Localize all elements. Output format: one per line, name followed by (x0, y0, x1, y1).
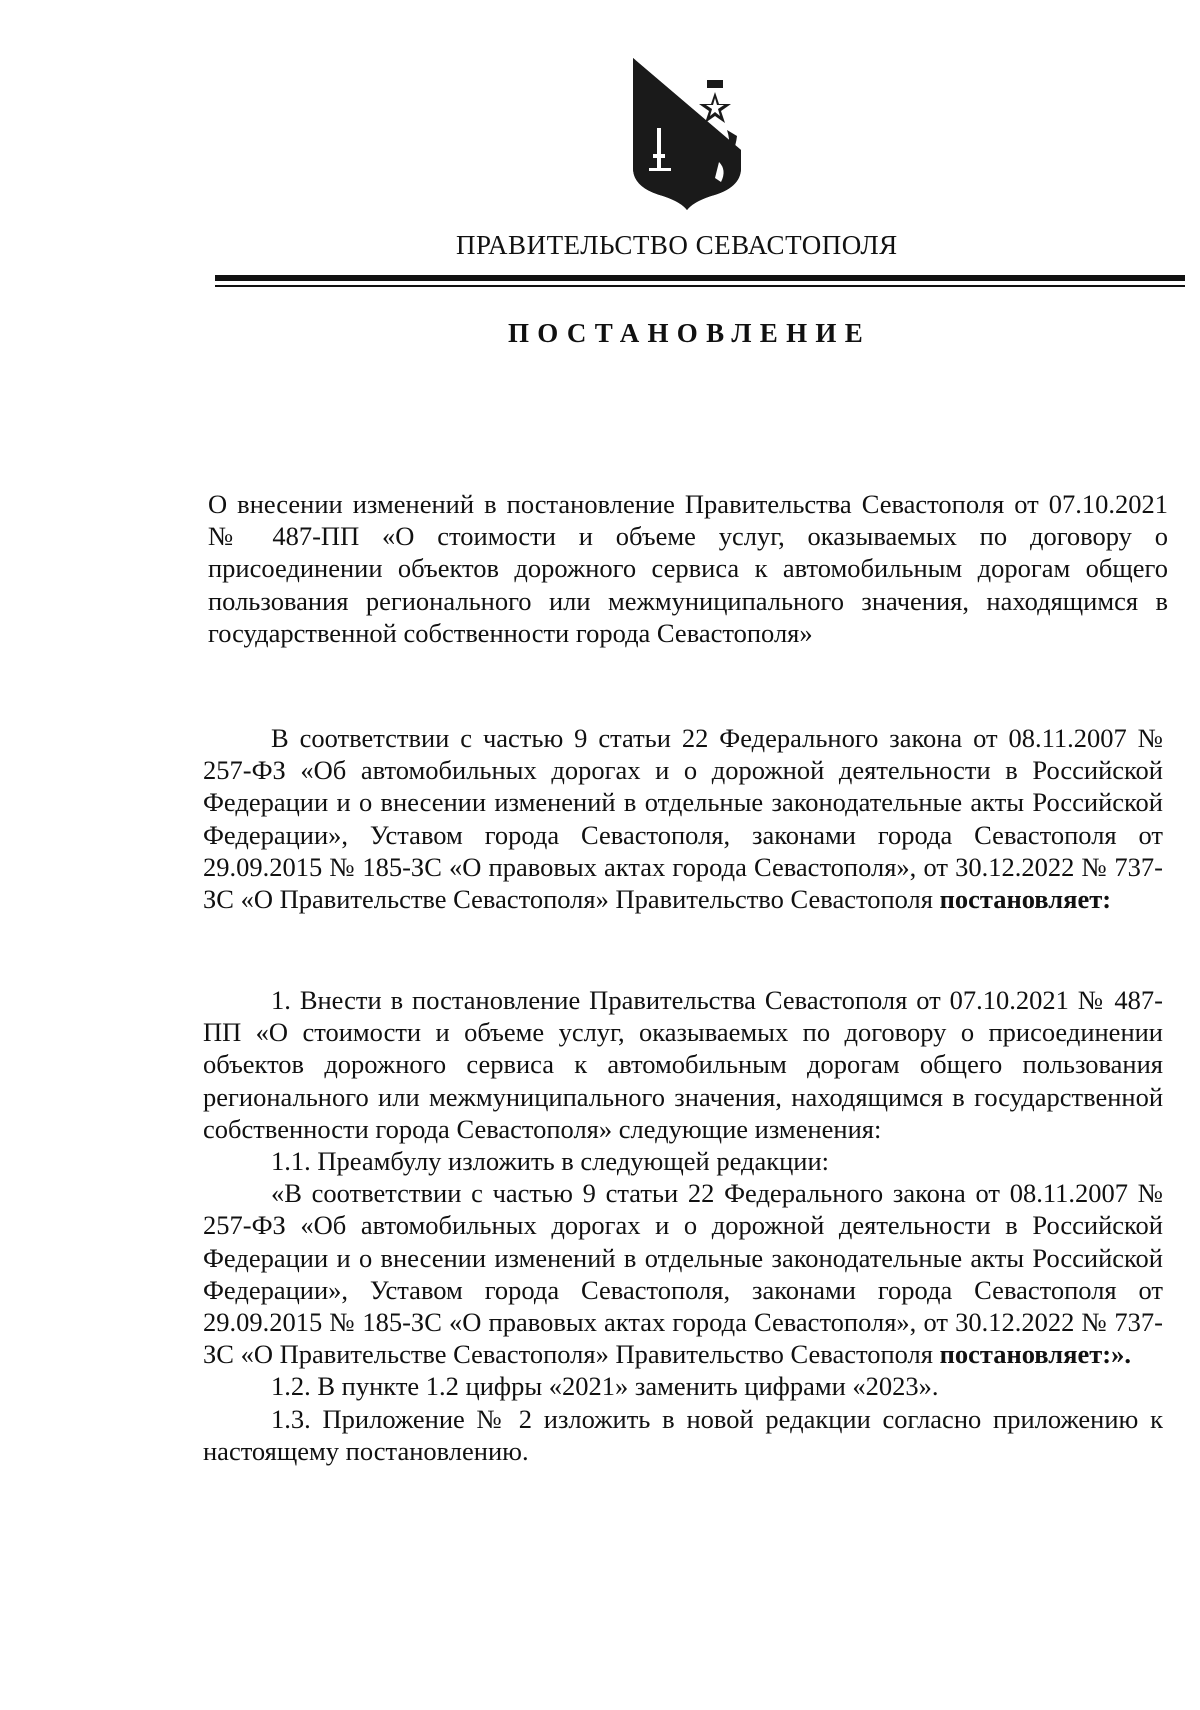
sevastopol-emblem (623, 58, 753, 210)
document-type-title: ПОСТАНОВЛЕНИЕ (508, 318, 872, 348)
subject-text: О внесении изменений в постановление Правительства Севастополя от 07.10.2021 № 487-ПП «О стоимости и объеме услуг, оказываемых по договору о присоединении объектов дорожного сервиса к автомобильным дорогам общего пользования регионального или межмуниципального значения, находящимся в государственной собственности города Севастополя» (208, 489, 1168, 648)
item-1-1-quote (203, 1177, 1163, 1370)
quote-decree-word: постановляет:». (939, 1339, 1131, 1370)
item-1-1: 1.1. Преамбулу изложить в следующей редакции: (271, 1146, 830, 1177)
header-rule-thick (215, 275, 1185, 281)
preamble-text: В соответствии с частью 9 статьи 22 Федерального закона от 08.11.2007 № 257-ФЗ «Об автомобильных дорогах и о дорожной деятельности в Российской Федерации и о внесении изменений в отдельные законодательные акты Российской Федерации», Уставом города Севастополя, законами города Севастополя от 29.09.2015 № 185-ЗС «О правовых актах города Севастополя», от 30.12.2022 № 737-ЗС «О Правительстве Севастополя» Правительство Севастополя (203, 723, 1163, 915)
item-1-3: 1.3. Приложение № 2 изложить в новой редакции согласно приложению к настоящему постановлению. (203, 1403, 1163, 1466)
document-body (203, 984, 1163, 1467)
document-subject (208, 488, 1168, 649)
preamble-paragraph (203, 722, 1163, 915)
preamble (203, 722, 1163, 915)
item-1: 1. Внести в постановление Правительства Севастополя от 07.10.2021 № 487-ПП «О стоимости и объеме услуг, оказываемых по договору о присоединении объектов дорожного сервиса к автомобильным дорогам общего пользования регионального или межмуниципального значения, находящимся в государственной собственности города Севастополя» следующие изменения: (203, 985, 1163, 1144)
organization-name: ПРАВИТЕЛЬСТВО СЕВАСТОПОЛЯ (456, 230, 898, 260)
decree-word: постановляет: (939, 884, 1112, 915)
quote-text: «В соответствии с частью 9 статьи 22 Федерального закона от 08.11.2007 № 257-ФЗ «Об автомобильных дорогах и о дорожной деятельности в Российской Федерации и о внесении изменений в отдельные законодательные акты Российской Федерации», Уставом города Севастополя, законами города Севастополя от 29.09.2015 № 185-ЗС «О правовых актах города Севастополя», от 30.12.2022 № 737-ЗС «О Правительстве Севастополя» Правительство Севастополя (203, 1178, 1163, 1370)
header-rule-thin (215, 285, 1185, 287)
item-1-2: 1.2. В пункте 1.2 цифры «2021» заменить цифрами «2023». (271, 1371, 939, 1402)
